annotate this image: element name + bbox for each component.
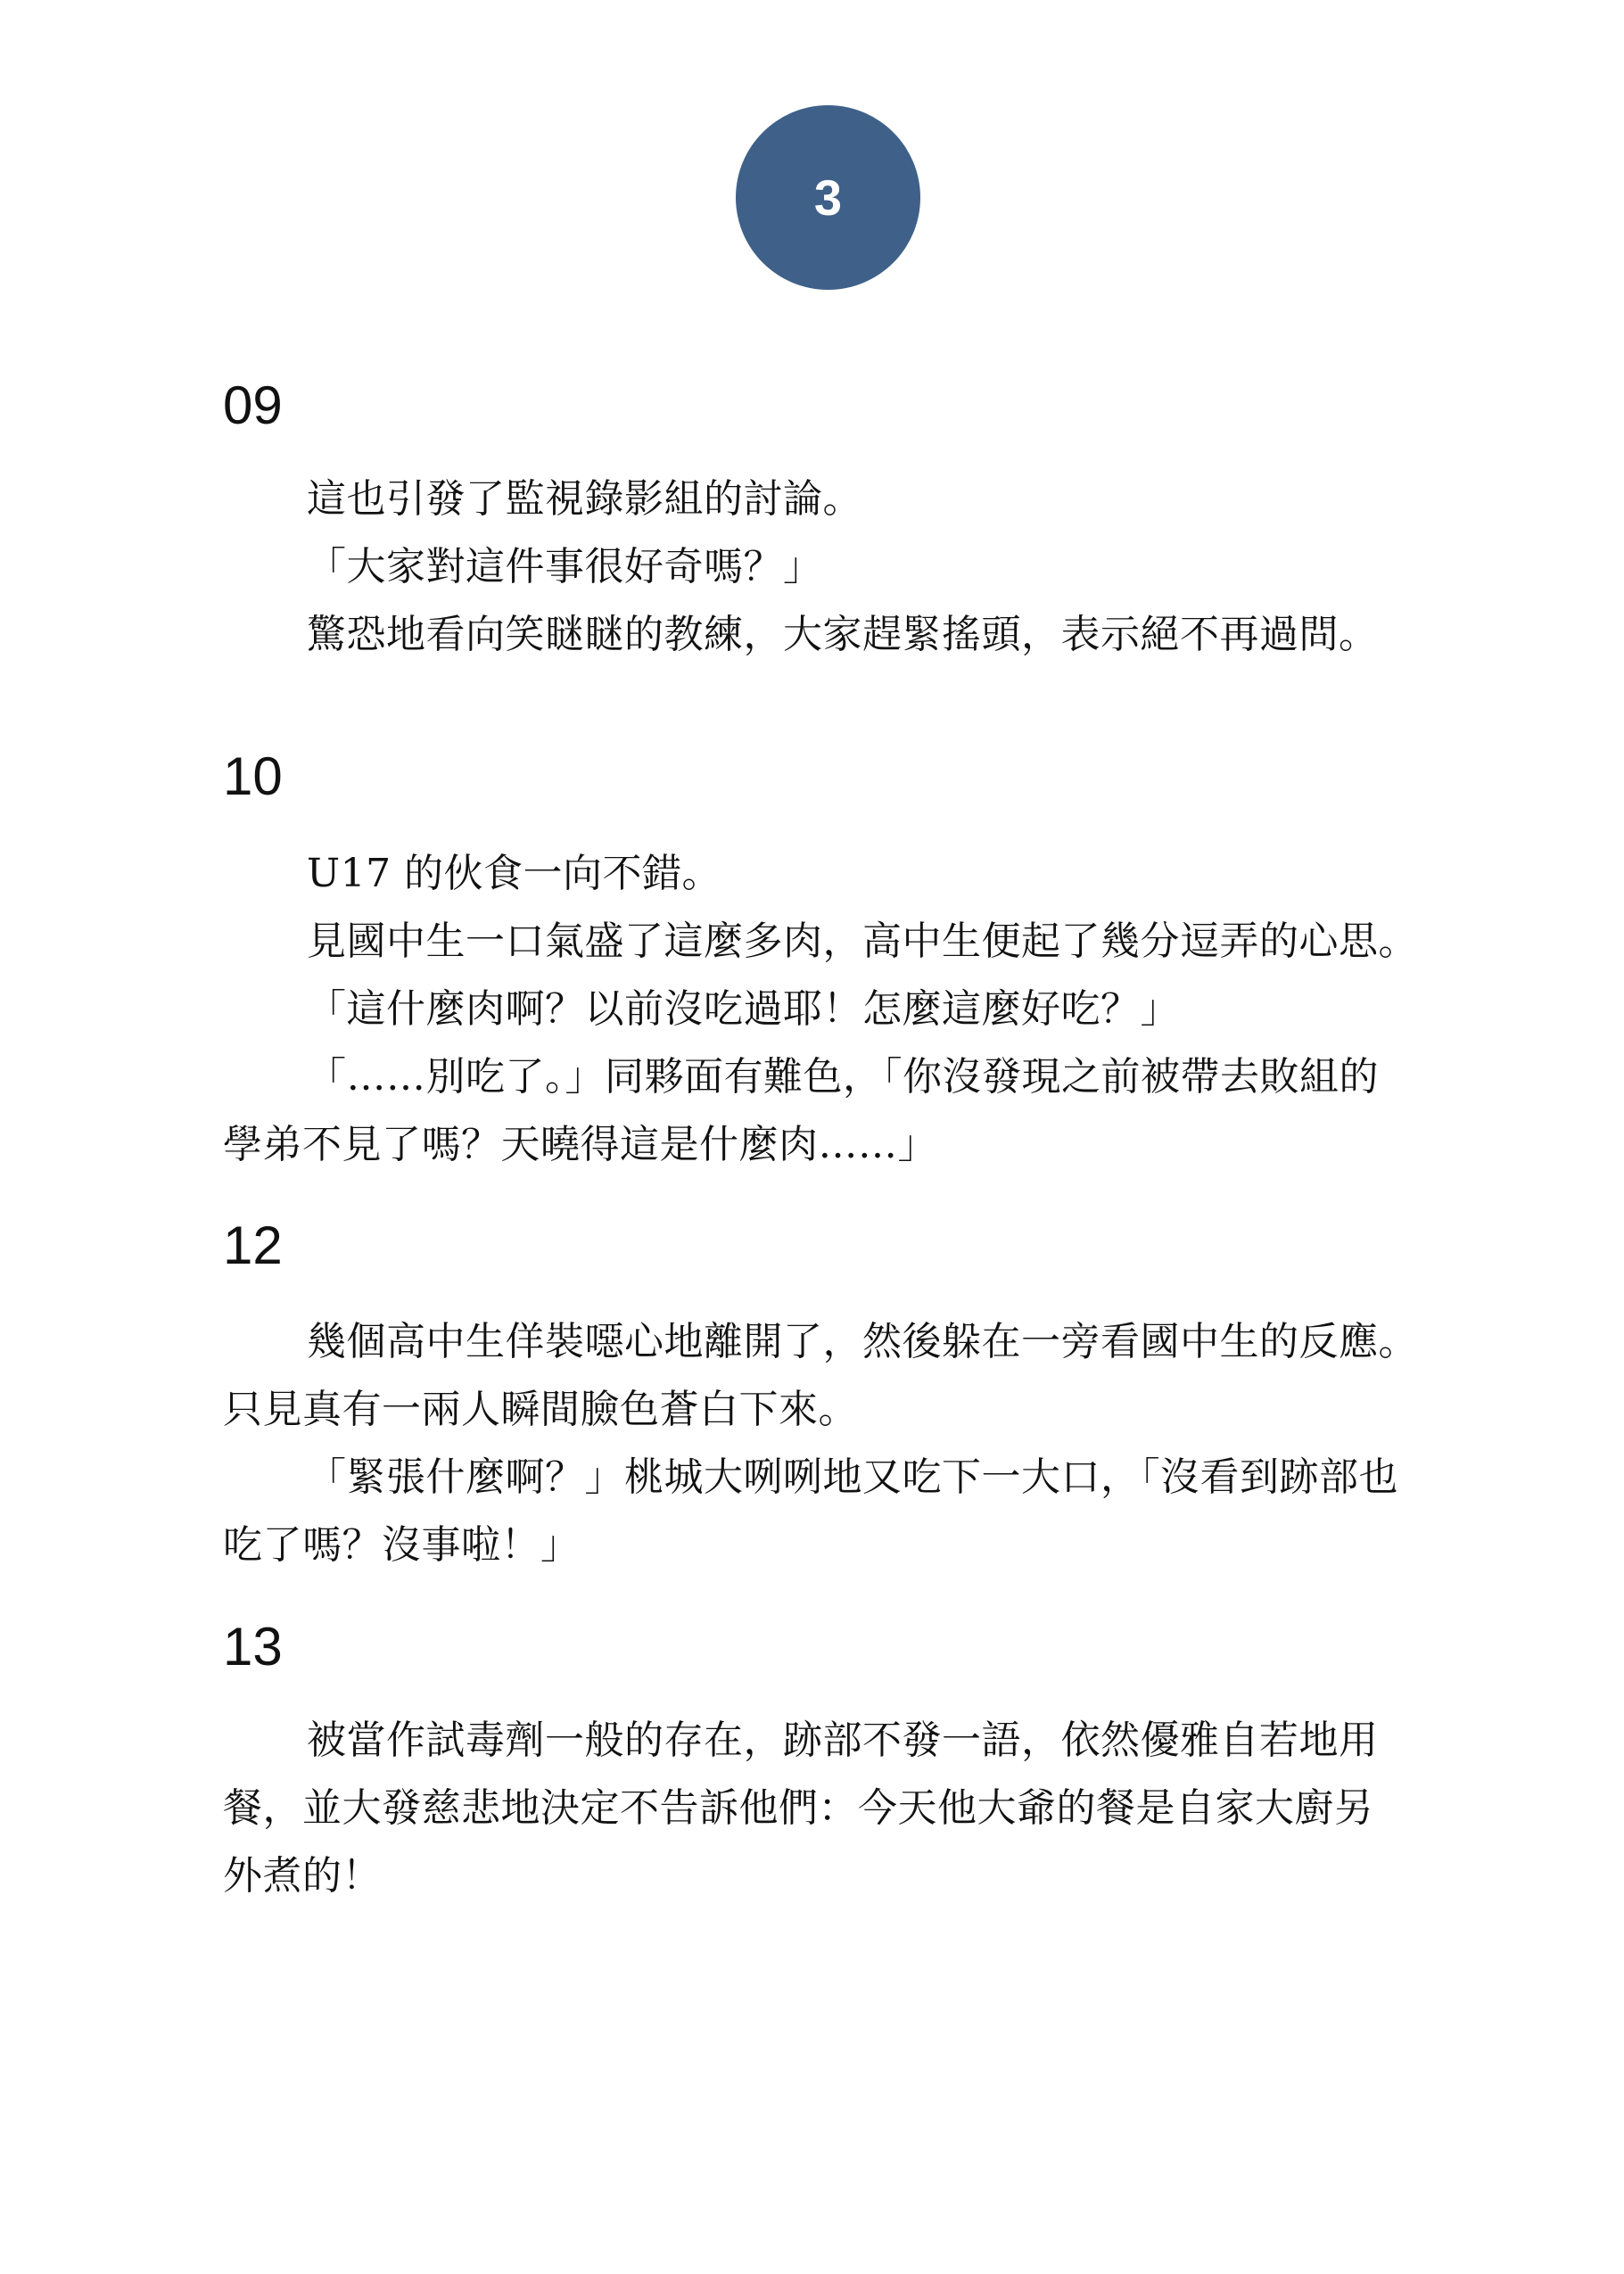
paragraph — [223, 533, 1436, 601]
paragraph-line: 這也引發了監視錄影組的討論。 — [307, 476, 862, 522]
paragraph — [223, 1707, 1436, 1910]
paragraph-line: 見國中生一口氣盛了這麼多肉，高中生便起了幾分逗弄的心思。 — [307, 919, 1418, 964]
section-body-13 — [223, 1707, 1436, 1910]
section-heading-09: 09 — [223, 375, 283, 435]
page-number: 3 — [813, 169, 843, 226]
paragraph — [223, 601, 1436, 669]
section-body-10 — [223, 840, 1436, 1179]
section-body-12 — [223, 1308, 1436, 1579]
paragraph-line: 幾個高中生佯裝噁心地離開了，然後躲在一旁看國中生的反應。 — [307, 1319, 1418, 1364]
paragraph — [223, 840, 1436, 908]
paragraph-line: 餐，並大發慈悲地決定不告訴他們：今天他大爺的餐是自家大廚另 — [223, 1785, 1374, 1831]
section-heading-12: 12 — [223, 1215, 283, 1275]
paragraph-line: 吃了嗎？沒事啦！」 — [223, 1522, 581, 1568]
paragraph — [223, 1308, 1436, 1444]
paragraph — [223, 466, 1436, 533]
paragraph-line: U17 的伙食一向不錯。 — [307, 851, 722, 896]
paragraph-line: 被當作試毒劑一般的存在，跡部不發一語，依然優雅自若地用 — [307, 1718, 1379, 1763]
paragraph-line: 「這什麼肉啊？以前沒吃過耶！怎麼這麼好吃？」 — [307, 986, 1180, 1032]
paragraph-line: 「緊張什麼啊？」桃城大咧咧地又吃下一大口，「沒看到跡部也 — [307, 1454, 1398, 1500]
paragraph — [223, 1043, 1436, 1179]
paragraph-line: 外煮的！ — [223, 1853, 382, 1899]
page-number-badge — [736, 105, 920, 290]
paragraph — [223, 908, 1436, 976]
paragraph-line: 「……別吃了。」同夥面有難色，「你沒發現之前被帶去敗組的 — [307, 1054, 1379, 1100]
paragraph-line: 只見真有一兩人瞬間臉色蒼白下來。 — [223, 1387, 858, 1432]
section-heading-13: 13 — [223, 1617, 283, 1677]
paragraph-line: 學弟不見了嗎？天曉得這是什麼肉……」 — [223, 1122, 937, 1167]
paragraph-line: 「大家對這件事很好奇嗎？」 — [307, 544, 823, 589]
paragraph — [223, 1444, 1436, 1579]
paragraph-line: 驚恐地看向笑瞇瞇的教練，大家趕緊搖頭，表示絕不再過問。 — [307, 612, 1379, 657]
section-heading-10: 10 — [223, 746, 283, 806]
paragraph — [223, 976, 1436, 1043]
section-body-09 — [223, 466, 1436, 669]
